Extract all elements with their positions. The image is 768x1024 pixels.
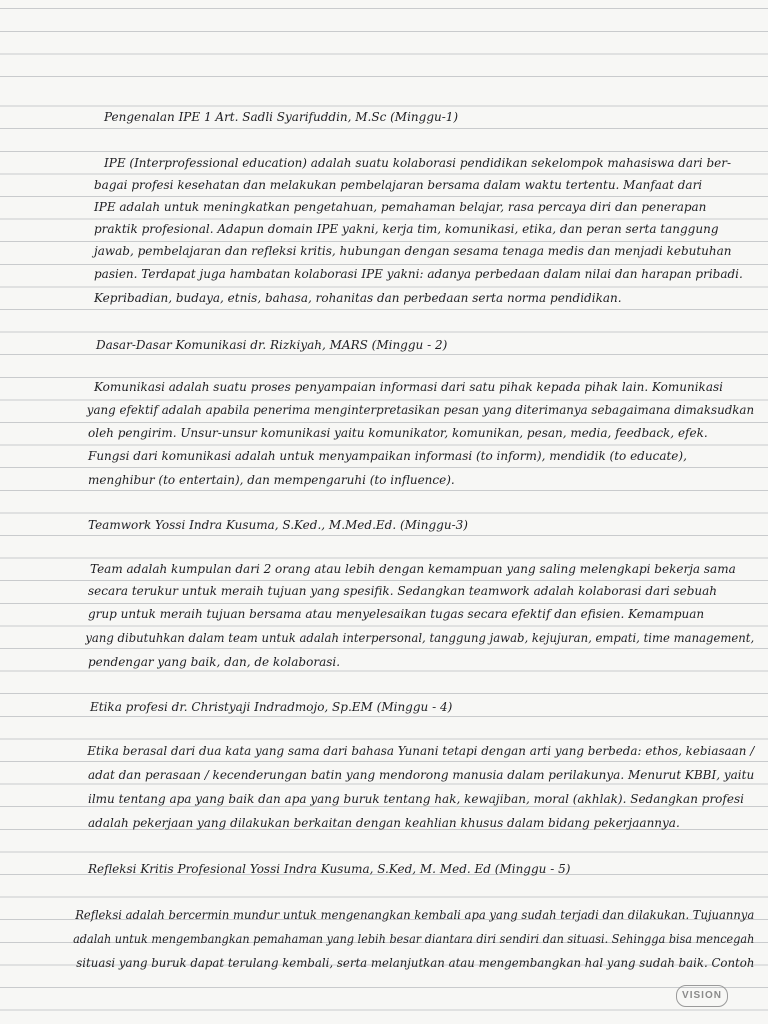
text-line: oleh pengirim. Unsur-unsur komunikasi yaitu komunikator, komunikan, pesan, media, feedback, efek. xyxy=(88,426,708,440)
text-line: adalah untuk mengembangkan pemahaman yang lebih besar diantara diri sendiri dan situasi. Sehingga bisa mencegah xyxy=(73,932,755,946)
section-heading: Teamwork Yossi Indra Kusuma, S.Ked., M.Med.Ed. (Minggu-3) xyxy=(88,518,468,532)
text-line: menghibur (to entertain), dan mempengaruhi (to influence). xyxy=(88,473,455,487)
text-line: Komunikasi adalah suatu proses penyampaian informasi dari satu pihak kepada pihak lain. Komunikasi xyxy=(94,380,723,394)
text-line: adalah pekerjaan yang dilakukan berkaitan dengan keahlian khusus dalam bidang pekerjaannya. xyxy=(88,816,680,830)
section-heading: Etika profesi dr. Christyaji Indradmojo, Sp.EM (Minggu - 4) xyxy=(90,700,453,714)
text-line: grup untuk meraih tujuan bersama atau menyelesaikan tugas secara efektif dan efisien. Kemampuan xyxy=(88,607,705,621)
text-line: Refleksi adalah bercermin mundur untuk mengenangkan kembali apa yang sudah terjadi dan dilakukan. Tujuannya xyxy=(75,908,755,922)
text-line: praktik profesional. Adapun domain IPE yakni, kerja tim, komunikasi, etika, dan peran serta tanggung xyxy=(94,222,719,236)
text-line: IPE adalah untuk meningkatkan pengetahuan, pemahaman belajar, rasa percaya diri dan penerapan xyxy=(94,200,707,214)
text-line: pasien. Terdapat juga hambatan kolaborasi IPE yakni: adanya perbedaan dalam nilai dan harapan pribadi. xyxy=(94,267,743,281)
text-line: secara terukur untuk meraih tujuan yang spesifik. Sedangkan teamwork adalah kolaborasi dari sebuah xyxy=(88,584,718,598)
section-heading: Pengenalan IPE 1 Art. Sadli Syarifuddin, M.Sc (Minggu-1) xyxy=(104,110,459,124)
vision-logo: VISION xyxy=(676,985,728,1007)
text-line: ilmu tentang apa yang baik dan apa yang buruk tentang hak, kewajiban, moral (akhlak). Sedangkan profesi xyxy=(88,792,744,806)
text-line: bagai profesi kesehatan dan melakukan pembelajaran bersama dalam waktu tertentu. Manfaat dari xyxy=(94,178,703,192)
section-heading: Dasar-Dasar Komunikasi dr. Rizkiyah, MARS (Minggu - 2) xyxy=(96,338,448,352)
text-line: situasi yang buruk dapat terulang kembali, serta melanjutkan atau mengembangkan hal yang sudah baik. Contoh xyxy=(76,956,755,970)
text-line: pendengar yang baik, dan, de kolaborasi. xyxy=(88,655,341,669)
text-line: jawab, pembelajaran dan refleksi kritis, hubungan dengan sesama tenaga medis dan menjadi kebutuhan xyxy=(94,244,732,258)
text-line: Fungsi dari komunikasi adalah untuk menyampaikan informasi (to inform), mendidik (to educate), xyxy=(88,449,687,463)
text-line: yang efektif adalah apabila penerima menginterpretasikan pesan yang diterimanya sebagaimana dimaksudkan xyxy=(86,403,755,417)
section-heading: Refleksi Kritis Profesional Yossi Indra Kusuma, S.Ked, M. Med. Ed (Minggu - 5) xyxy=(88,862,571,876)
text-line: IPE (Interprofessional education) adalah suatu kolaborasi pendidikan sekelompok mahasiswa dari ber- xyxy=(104,156,732,170)
text-line: Etika berasal dari dua kata yang sama dari bahasa Yunani tetapi dengan arti yang berbeda: ethos, kebiasaan / xyxy=(87,744,755,758)
text-line: adat dan perasaan / kecenderungan batin yang mendorong manusia dalam perilakunya. Menurut KBBI, yaitu xyxy=(88,768,755,782)
text-line: Team adalah kumpulan dari 2 orang atau lebih dengan kemampuan yang saling melengkapi bekerja sama xyxy=(90,562,736,576)
text-line: Kepribadian, budaya, etnis, bahasa, rohanitas dan perbedaan serta norma pendidikan. xyxy=(94,291,622,305)
text-line: yang dibutuhkan dalam team untuk adalah interpersonal, tanggung jawab, kejujuran, empati, time management, xyxy=(85,631,755,645)
